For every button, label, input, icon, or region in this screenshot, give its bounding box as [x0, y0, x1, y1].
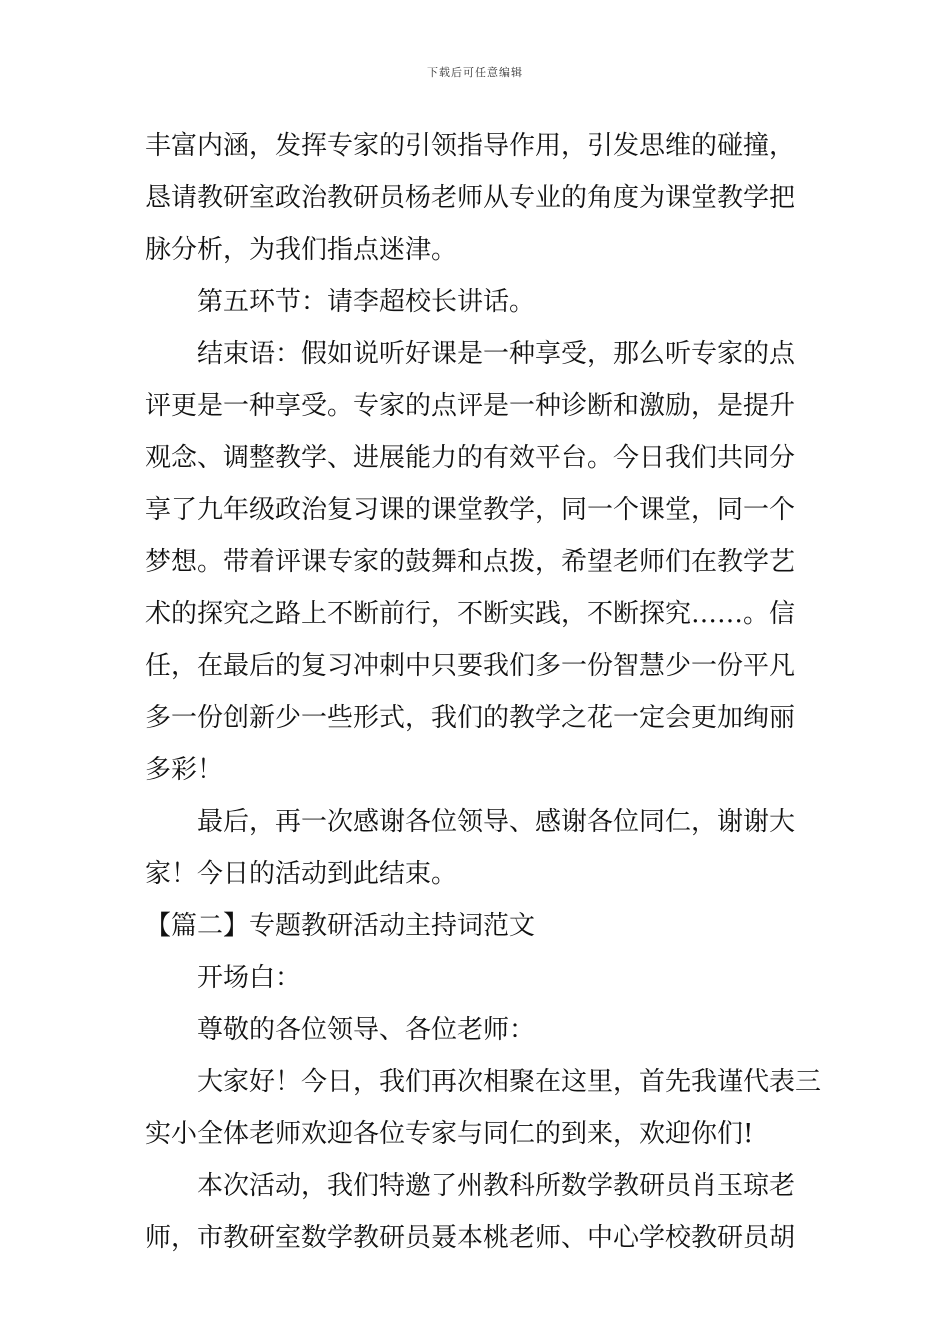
body-line-5: 结束语：假如说听好课是一种享受，那么听专家的点	[197, 339, 796, 369]
body-line-4: 第五环节：请李超校长讲话。	[197, 287, 536, 317]
body-line-18: 尊敬的各位领导、各位老师：	[197, 1015, 536, 1045]
body-line-2: 恳请教研室政治教研员杨老师从专业的角度为课堂教学把	[145, 183, 796, 213]
body-line-22: 师，市教研室数学教研员聂本桃老师、中心学校教研员胡	[145, 1223, 796, 1253]
page-header: 下载后可任意编辑	[427, 66, 523, 79]
body-line-11: 任，在最后的复习冲刺中只要我们多一份智慧少一份平凡	[145, 651, 796, 681]
body-line-19: 大家好！今日，我们再次相聚在这里，首先我谨代表三	[197, 1067, 822, 1097]
body-line-8: 享了九年级政治复习课的课堂教学，同一个课堂，同一个	[145, 495, 796, 525]
body-line-10: 术的探究之路上不断前行，不断实践，不断探究……。信	[145, 599, 796, 629]
body-line-13: 多彩！	[145, 755, 224, 785]
body-line-12: 多一份创新少一些形式，我们的教学之花一定会更加绚丽	[145, 703, 796, 733]
body-line-3: 脉分析，为我们指点迷津。	[145, 235, 458, 265]
body-line-1: 丰富内涵，发挥专家的引领指导作用，引发思维的碰撞，	[145, 131, 796, 161]
body-line-7: 观念、调整教学、进展能力的有效平台。今日我们共同分	[145, 443, 796, 473]
body-line-9: 梦想。带着评课专家的鼓舞和点拨，希望老师们在教学艺	[145, 547, 796, 577]
body-line-15: 家！今日的活动到此结束。	[145, 859, 458, 889]
section-heading: 【篇二】专题教研活动主持词范文	[145, 911, 536, 941]
body-line-17: 开场白：	[197, 963, 302, 993]
body-line-20: 实小全体老师欢迎各位专家与同仁的到来，欢迎你们!	[145, 1119, 754, 1149]
body-line-6: 评更是一种享受。专家的点评是一种诊断和激励，是提升	[145, 391, 796, 421]
body-line-21: 本次活动，我们特邀了州教科所数学教研员肖玉琼老	[197, 1171, 796, 1201]
body-line-14: 最后，再一次感谢各位领导、感谢各位同仁，谢谢大	[197, 807, 796, 837]
